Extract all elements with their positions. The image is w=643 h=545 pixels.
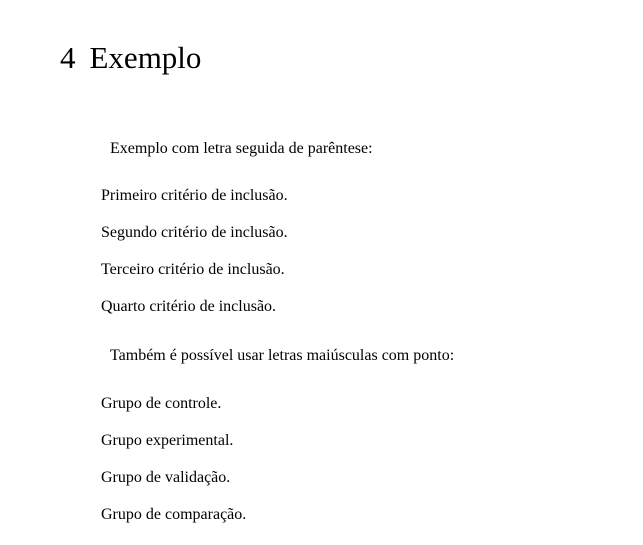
- list-item-text: Terceiro critério de inclusão.: [101, 261, 285, 278]
- section-heading: [60, 38, 201, 78]
- list-item-text: Primeiro critério de inclusão.: [101, 187, 288, 204]
- list-item-text: Grupo experimental.: [101, 432, 234, 449]
- list-item-text: Quarto critério de inclusão.: [101, 298, 277, 315]
- section-number: 4: [60, 40, 76, 75]
- section-title: Exemplo: [89, 40, 202, 75]
- list-item-text: Grupo de comparação.: [101, 506, 247, 523]
- list-item-text: Grupo de controle.: [101, 395, 222, 412]
- list-item-text: Segundo critério de inclusão.: [101, 224, 288, 241]
- intro-paragraph-lowercase: Exemplo com letra seguida de parêntese:: [110, 140, 373, 157]
- intro-paragraph-uppercase: Também é possível usar letras maiúsculas com ponto:: [110, 347, 455, 364]
- list-item-text: Grupo de validação.: [101, 469, 231, 486]
